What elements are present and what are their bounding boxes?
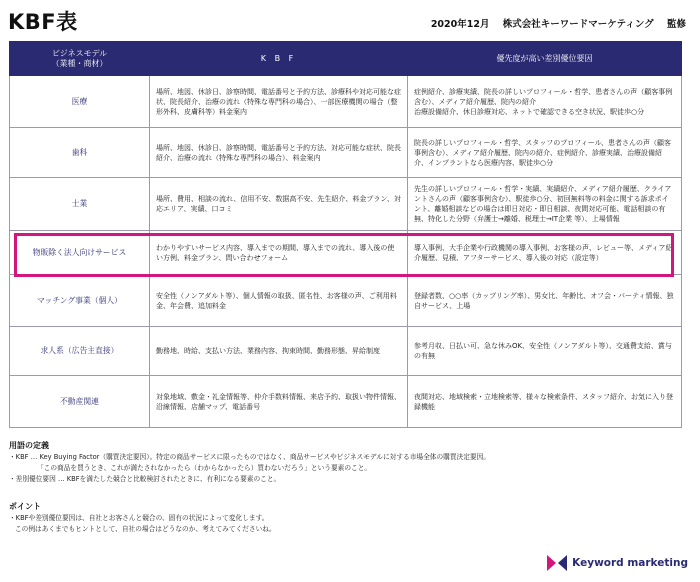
business-model-cell: 医療 — [10, 76, 150, 128]
business-model-cell: 物販除く法人向けサービス — [10, 231, 150, 275]
kbf-cell: 場所、地図、休診日、診察時間、電話番号と予約方法、診療科や対応可能な症状、院長紹介、治療の流れ（特殊な専門科の場合）、一部医療機関の場合（整形外科、皮膚科等）料金案内 — [150, 76, 408, 128]
definitions-title: 用語の定義 — [9, 441, 49, 450]
table-row — [10, 327, 682, 376]
kbf-cell: わかりやすいサービス内容、導入までの期間、導入までの流れ、導入後の使い方例、料金プラン、問い合わせフォーム — [150, 231, 408, 275]
table-row — [10, 275, 682, 327]
definition-kbf-detail: 「この商品を買うとき、これが満たされなかったら（わからなかったら）買わないだろう」という要素のこと。 — [37, 464, 372, 472]
advantage-cell: 先生の詳しいプロフィール・哲学・実績、実績紹介、メディア紹介履歴、クライアントさんの声（顧客事例含む）、駅徒歩○分、初回無料等の料金に関する訴求ポイント、離婚相談などの場合は即日対応・即日相談、夜間対応可能、電話相談の有無、特化した分野（弁護士→離婚、税理士→IT企業 等）、上場情報 — [408, 178, 682, 231]
table-row — [10, 128, 682, 178]
points-section — [9, 501, 569, 535]
table-header-row — [10, 42, 682, 76]
advantage-cell: 登録者数、○○率（カップリング率）、男女比、年齢比、オフ会・パーティ情報、独自サービス、上場 — [408, 275, 682, 327]
point-line-2: この例はあくまでもヒントとして、自社の場合はどうなのか、考えてみてくださいね。 — [15, 525, 276, 533]
points-title: ポイント — [9, 502, 41, 511]
advantage-cell: 院長の詳しいプロフィール・哲学、スタッフのプロフィール、患者さんの声（顧客事例含む）、メディア紹介履歴、院内の紹介、症例紹介、診療実績、治療設備紹介、インプラントなら医療内容、駅徒歩○分 — [408, 128, 682, 178]
advantage-cell: 導入事例、大手企業や行政機関の導入事例、お客様の声、レビュー等、メディア紹介履歴、見積、アフターサービス、導入後の対応（設定等） — [408, 231, 682, 275]
business-model-cell: 士業 — [10, 178, 150, 231]
point-line-1: ・KBFや差別優位要因は、自社とお客さんと競合の、固有の状況によって変化します。 — [9, 514, 269, 522]
table-row-highlighted — [10, 231, 682, 275]
table-row — [10, 178, 682, 231]
table-row — [10, 376, 682, 428]
company-name: 株式会社キーワードマーケティング — [502, 19, 654, 30]
advantage-cell: 参考月収、日払い可、急な休みOK、安全性（ノンアダルト等）、交通費支給、賞与の有無 — [408, 327, 682, 376]
keyword-marketing-logo-icon — [547, 555, 567, 571]
advantage-cell: 症例紹介、診療実績、院長の詳しいプロフィール・哲学、患者さんの声（顧客事例含む）、メディア紹介履歴、院内の紹介 治療設備紹介、休日診療対応、ネットで確認できる空き状況、駅徒歩○分 — [408, 76, 682, 128]
business-model-cell: 不動産関連 — [10, 376, 150, 428]
kbf-cell: 対象地域、敷金・礼金情報等、仲介手数料情報、来店予約、取扱い物件情報、沿線情報、店舗マップ、電話番号 — [150, 376, 408, 428]
business-model-cell: 歯科 — [10, 128, 150, 178]
definitions-section — [9, 440, 569, 485]
kbf-cell: 勤務地、時給、支払い方法、業務内容、拘束時間、勤務形態、昇給制度 — [150, 327, 408, 376]
date-label: 2020年12月 — [430, 19, 490, 30]
kbf-cell: 安全性（ノンアダルト等）、個人情報の取扱、匿名性、お客様の声、ご利用料金、年会費、追加料金 — [150, 275, 408, 327]
table-row — [10, 76, 682, 128]
supervision-line — [421, 16, 686, 30]
col-head-business-model: ビジネスモデル （業種・商材） — [10, 42, 150, 76]
kbf-cell: 場所、費用、相談の流れ、信用不安、数据高不安、先生紹介、料金プラン、対応エリア、実績、口コミ — [150, 178, 408, 231]
business-model-cell: 求人系（広告主直接） — [10, 327, 150, 376]
kbf-cell: 場所、地図、休診日、診察時間、電話番号と予約方法、対応可能な症状、院長紹介、治療の流れ（特殊な専門科の場合）、料金案内 — [150, 128, 408, 178]
business-model-cell: マッチング事業（個人） — [10, 275, 150, 327]
company-logo — [547, 555, 688, 571]
page-title: KBF表 — [8, 10, 78, 34]
advantage-cell: 夜間対応、地域検索・立地検索等、様々な検索条件、スタッフ紹介、お気に入り登録機能 — [408, 376, 682, 428]
page-header — [8, 6, 692, 36]
definition-advantage: ・差別優位要因 … KBFを満たした競合と比較検討されたときに、有利になる要素のこと。 — [9, 475, 281, 483]
definition-kbf: ・KBF … Key Buying Factor（購買決定要因）。特定の商品サービスに限ったものではなく、商品サービスやビジネスモデルに対する市場全体の購買決定要因。 — [9, 453, 490, 461]
col-head-kbf: K B F — [150, 42, 408, 76]
supervision-role: 監修 — [666, 19, 686, 30]
kbf-table — [9, 41, 682, 428]
col-head-advantage: 優先度が高い差別優位要因 — [408, 42, 682, 76]
logo-text: Keyword marketing — [572, 557, 688, 569]
